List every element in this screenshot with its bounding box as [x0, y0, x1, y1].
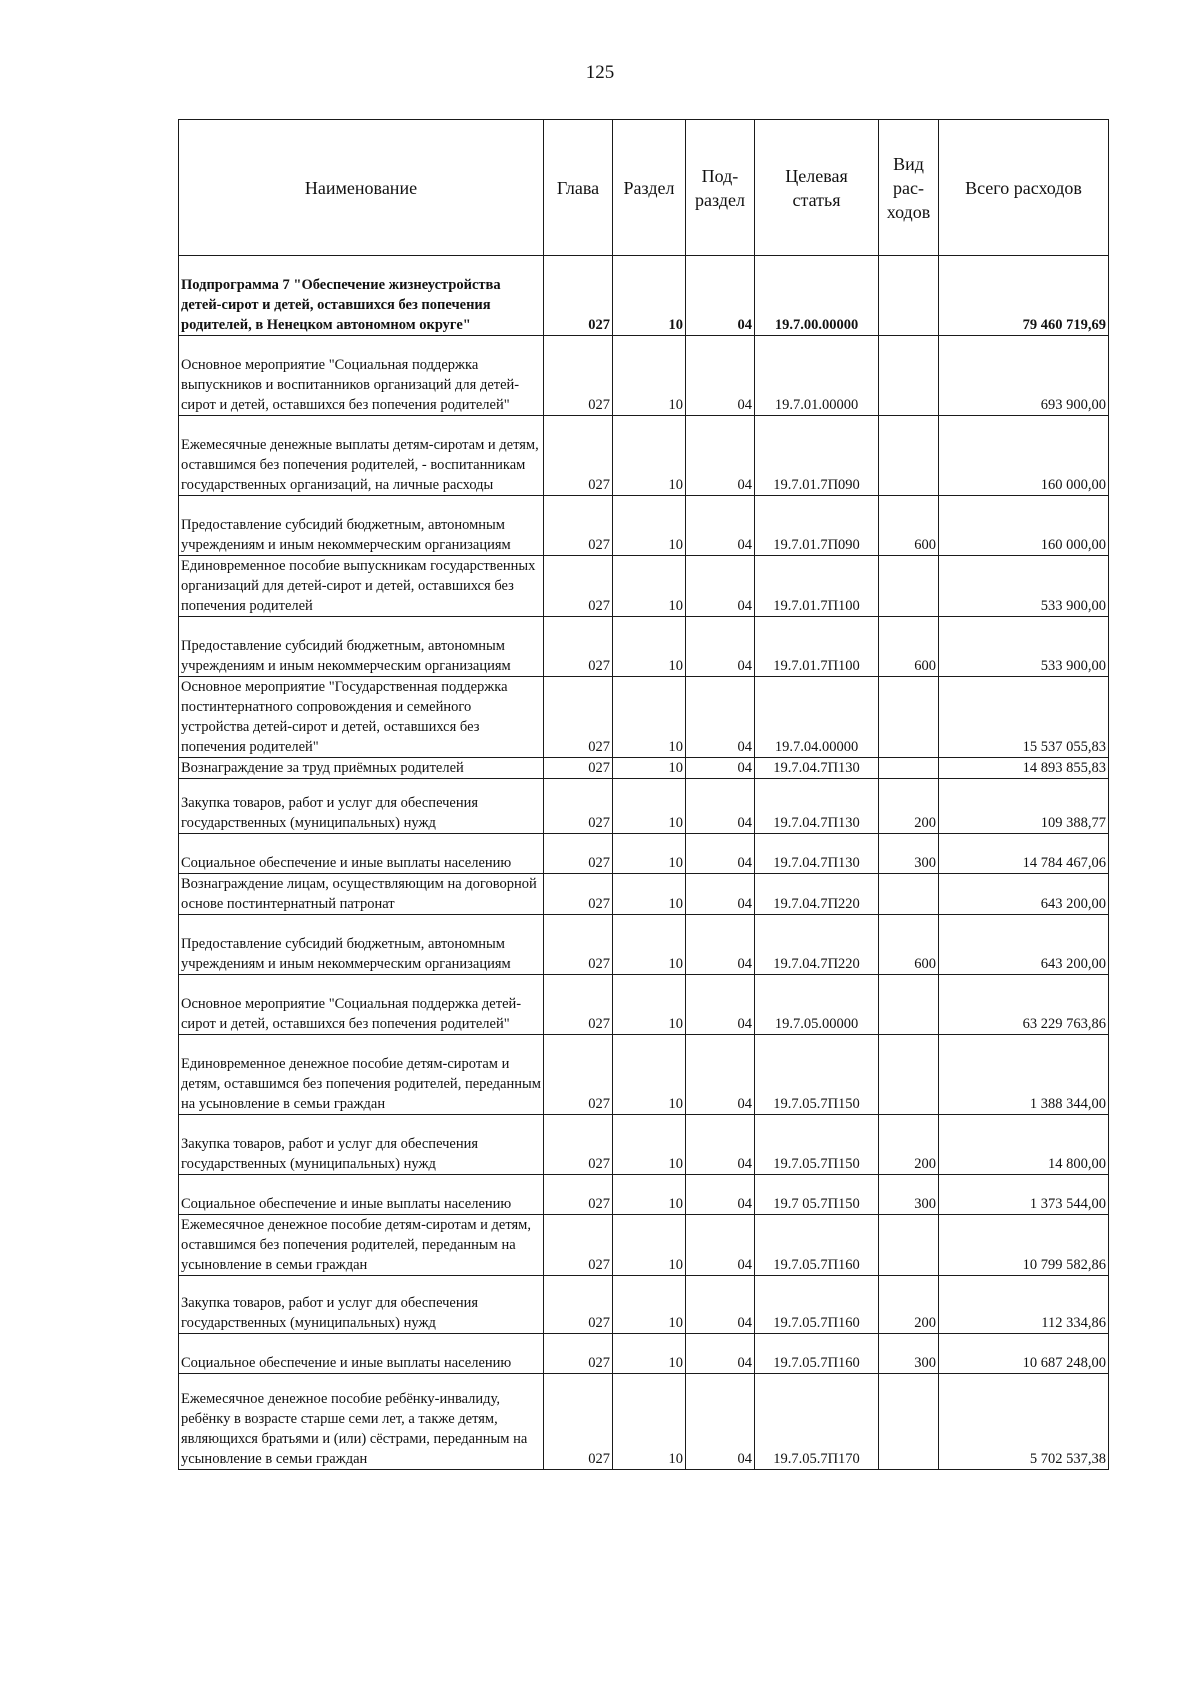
cell-celevaya: 19.7 05.7П150 — [755, 1175, 879, 1215]
cell-razdel: 10 — [613, 834, 686, 874]
cell-vid — [879, 556, 939, 617]
cell-vid: 300 — [879, 834, 939, 874]
table-row — [179, 256, 1109, 336]
cell-name: Основное мероприятие "Социальная поддержка выпускников и воспитанников организаций для детей-сирот и детей, оставшихся без попечения родителей" — [179, 336, 544, 416]
cell-vid: 600 — [879, 915, 939, 975]
cell-name: Единовременное пособие выпускникам государственных организаций для детей-сирот и детей, оставшихся без попечения родителей — [179, 556, 544, 617]
cell-glava: 027 — [544, 617, 613, 677]
cell-glava: 027 — [544, 1374, 613, 1470]
cell-podrazdel: 04 — [686, 556, 755, 617]
cell-celevaya: 19.7.05.7П160 — [755, 1276, 879, 1334]
cell-glava: 027 — [544, 556, 613, 617]
cell-podrazdel: 04 — [686, 256, 755, 336]
cell-celevaya: 19.7.04.7П220 — [755, 874, 879, 915]
cell-celevaya: 19.7.01.00000 — [755, 336, 879, 416]
cell-vid: 300 — [879, 1175, 939, 1215]
header-vid: Вид рас- ходов — [879, 120, 939, 256]
cell-name: Предоставление субсидий бюджетным, автономным учреждениям и иным некоммерческим организациям — [179, 617, 544, 677]
cell-razdel: 10 — [613, 1035, 686, 1115]
cell-total: 14 893 855,83 — [939, 758, 1109, 779]
cell-vid — [879, 975, 939, 1035]
cell-name: Единовременное денежное пособие детям-сиротам и детям, оставшимся без попечения родителей, переданным на усыновление в семьи граждан — [179, 1035, 544, 1115]
cell-glava: 027 — [544, 336, 613, 416]
table-row — [179, 975, 1109, 1035]
table-row — [179, 416, 1109, 496]
cell-name: Основное мероприятие "Социальная поддержка детей-сирот и детей, оставшихся без попечения родителей" — [179, 975, 544, 1035]
cell-podrazdel: 04 — [686, 915, 755, 975]
cell-name: Предоставление субсидий бюджетным, автономным учреждениям и иным некоммерческим организациям — [179, 496, 544, 556]
cell-podrazdel: 04 — [686, 496, 755, 556]
cell-total: 1 373 544,00 — [939, 1175, 1109, 1215]
cell-podrazdel: 04 — [686, 416, 755, 496]
cell-razdel: 10 — [613, 617, 686, 677]
cell-total: 109 388,77 — [939, 779, 1109, 834]
cell-razdel: 10 — [613, 1334, 686, 1374]
header-total: Всего расходов — [939, 120, 1109, 256]
cell-vid — [879, 874, 939, 915]
cell-name: Подпрограмма 7 "Обеспечение жизнеустройства детей-сирот и детей, оставшихся без попечения родителей, в Ненецком автономном округе" — [179, 256, 544, 336]
cell-podrazdel: 04 — [686, 1035, 755, 1115]
cell-glava: 027 — [544, 1175, 613, 1215]
cell-vid: 200 — [879, 1115, 939, 1175]
cell-glava: 027 — [544, 1035, 613, 1115]
cell-celevaya: 19.7.05.00000 — [755, 975, 879, 1035]
cell-name: Закупка товаров, работ и услуг для обеспечения государственных (муниципальных) нужд — [179, 1115, 544, 1175]
cell-celevaya: 19.7.04.7П130 — [755, 758, 879, 779]
table-row — [179, 834, 1109, 874]
cell-glava: 027 — [544, 975, 613, 1035]
cell-razdel: 10 — [613, 915, 686, 975]
cell-vid — [879, 336, 939, 416]
cell-name: Социальное обеспечение и иные выплаты населению — [179, 1175, 544, 1215]
cell-total: 1 388 344,00 — [939, 1035, 1109, 1115]
cell-name: Предоставление субсидий бюджетным, автономным учреждениям и иным некоммерческим организациям — [179, 915, 544, 975]
cell-podrazdel: 04 — [686, 1215, 755, 1276]
cell-razdel: 10 — [613, 1276, 686, 1334]
cell-glava: 027 — [544, 1215, 613, 1276]
cell-total: 10 687 248,00 — [939, 1334, 1109, 1374]
table-row — [179, 1175, 1109, 1215]
cell-glava: 027 — [544, 256, 613, 336]
cell-glava: 027 — [544, 915, 613, 975]
cell-razdel: 10 — [613, 677, 686, 758]
table-row — [179, 1276, 1109, 1334]
table-row — [179, 1334, 1109, 1374]
cell-name: Основное мероприятие "Государственная поддержка постинтернатного сопровождения и семейного устройства детей-сирот и детей, оставшихся без попечения родителей" — [179, 677, 544, 758]
cell-razdel: 10 — [613, 1115, 686, 1175]
table-row — [179, 779, 1109, 834]
cell-razdel: 10 — [613, 779, 686, 834]
table-row — [179, 915, 1109, 975]
cell-total: 643 200,00 — [939, 915, 1109, 975]
header-name: Наименование — [179, 120, 544, 256]
cell-total: 160 000,00 — [939, 496, 1109, 556]
cell-razdel: 10 — [613, 874, 686, 915]
cell-glava: 027 — [544, 834, 613, 874]
cell-vid — [879, 1374, 939, 1470]
cell-podrazdel: 04 — [686, 874, 755, 915]
cell-podrazdel: 04 — [686, 1374, 755, 1470]
cell-razdel: 10 — [613, 256, 686, 336]
cell-name: Ежемесячное денежное пособие детям-сиротам и детям, оставшимся без попечения родителей, переданным на усыновление в семьи граждан — [179, 1215, 544, 1276]
table-row — [179, 758, 1109, 779]
cell-razdel: 10 — [613, 416, 686, 496]
cell-vid — [879, 1035, 939, 1115]
table-row — [179, 496, 1109, 556]
table-row — [179, 556, 1109, 617]
cell-glava: 027 — [544, 779, 613, 834]
cell-total: 112 334,86 — [939, 1276, 1109, 1334]
cell-podrazdel: 04 — [686, 1115, 755, 1175]
table-row — [179, 1035, 1109, 1115]
cell-glava: 027 — [544, 677, 613, 758]
cell-podrazdel: 04 — [686, 758, 755, 779]
cell-total: 79 460 719,69 — [939, 256, 1109, 336]
table-row — [179, 1215, 1109, 1276]
cell-celevaya: 19.7.01.7П100 — [755, 556, 879, 617]
cell-total: 14 800,00 — [939, 1115, 1109, 1175]
cell-vid: 300 — [879, 1334, 939, 1374]
cell-name: Вознаграждение за труд приёмных родителей — [179, 758, 544, 779]
cell-name: Социальное обеспечение и иные выплаты населению — [179, 834, 544, 874]
cell-name: Закупка товаров, работ и услуг для обеспечения государственных (муниципальных) нужд — [179, 1276, 544, 1334]
header-podrazdel: Под- раздел — [686, 120, 755, 256]
table-row — [179, 1374, 1109, 1470]
cell-podrazdel: 04 — [686, 1175, 755, 1215]
table-row — [179, 677, 1109, 758]
cell-razdel: 10 — [613, 1374, 686, 1470]
cell-podrazdel: 04 — [686, 336, 755, 416]
cell-name: Ежемесячное денежное пособие ребёнку-инвалиду, ребёнку в возрасте старше семи лет, а также детям, являющихся братьями и (или) сёстрами, переданным на усыновление в семьи граждан — [179, 1374, 544, 1470]
cell-celevaya: 19.7.05.7П160 — [755, 1334, 879, 1374]
cell-glava: 027 — [544, 416, 613, 496]
table-row — [179, 874, 1109, 915]
table-row — [179, 1115, 1109, 1175]
cell-celevaya: 19.7.05.7П150 — [755, 1115, 879, 1175]
cell-name: Закупка товаров, работ и услуг для обеспечения государственных (муниципальных) нужд — [179, 779, 544, 834]
cell-celevaya: 19.7.05.7П150 — [755, 1035, 879, 1115]
cell-celevaya: 19.7.04.7П130 — [755, 834, 879, 874]
page-number: 125 — [585, 62, 615, 83]
cell-total: 643 200,00 — [939, 874, 1109, 915]
cell-celevaya: 19.7.05.7П160 — [755, 1215, 879, 1276]
cell-celevaya: 19.7.04.7П130 — [755, 779, 879, 834]
cell-razdel: 10 — [613, 975, 686, 1035]
cell-total: 15 537 055,83 — [939, 677, 1109, 758]
cell-podrazdel: 04 — [686, 779, 755, 834]
cell-total: 5 702 537,38 — [939, 1374, 1109, 1470]
cell-total: 693 900,00 — [939, 336, 1109, 416]
cell-celevaya: 19.7.01.7П090 — [755, 496, 879, 556]
cell-total: 63 229 763,86 — [939, 975, 1109, 1035]
cell-name: Социальное обеспечение и иные выплаты населению — [179, 1334, 544, 1374]
cell-vid — [879, 416, 939, 496]
header-celevaya: Целевая статья — [755, 120, 879, 256]
header-row — [179, 120, 1109, 256]
budget-table — [178, 119, 1109, 1470]
cell-razdel: 10 — [613, 1175, 686, 1215]
cell-vid: 600 — [879, 617, 939, 677]
cell-podrazdel: 04 — [686, 1276, 755, 1334]
cell-podrazdel: 04 — [686, 677, 755, 758]
cell-celevaya: 19.7.01.7П090 — [755, 416, 879, 496]
cell-glava: 027 — [544, 496, 613, 556]
cell-razdel: 10 — [613, 556, 686, 617]
cell-celevaya: 19.7.05.7П170 — [755, 1374, 879, 1470]
cell-name: Ежемесячные денежные выплаты детям-сиротам и детям, оставшимся без попечения родителей, - воспитанникам государственных организаций, на личные расходы — [179, 416, 544, 496]
cell-total: 14 784 467,06 — [939, 834, 1109, 874]
header-razdel: Раздел — [613, 120, 686, 256]
cell-celevaya: 19.7.04.7П220 — [755, 915, 879, 975]
cell-vid — [879, 677, 939, 758]
cell-razdel: 10 — [613, 496, 686, 556]
cell-vid — [879, 1215, 939, 1276]
table-row — [179, 617, 1109, 677]
table-row — [179, 336, 1109, 416]
cell-podrazdel: 04 — [686, 975, 755, 1035]
cell-razdel: 10 — [613, 758, 686, 779]
cell-razdel: 10 — [613, 1215, 686, 1276]
cell-celevaya: 19.7.00.00000 — [755, 256, 879, 336]
cell-glava: 027 — [544, 1115, 613, 1175]
cell-glava: 027 — [544, 1276, 613, 1334]
cell-celevaya: 19.7.01.7П100 — [755, 617, 879, 677]
cell-vid: 600 — [879, 496, 939, 556]
cell-vid: 200 — [879, 1276, 939, 1334]
cell-total: 10 799 582,86 — [939, 1215, 1109, 1276]
cell-total: 533 900,00 — [939, 556, 1109, 617]
cell-razdel: 10 — [613, 336, 686, 416]
cell-glava: 027 — [544, 1334, 613, 1374]
cell-celevaya: 19.7.04.00000 — [755, 677, 879, 758]
cell-podrazdel: 04 — [686, 834, 755, 874]
cell-podrazdel: 04 — [686, 1334, 755, 1374]
cell-glava: 027 — [544, 874, 613, 915]
cell-vid — [879, 256, 939, 336]
header-glava: Глава — [544, 120, 613, 256]
cell-vid: 200 — [879, 779, 939, 834]
cell-glava: 027 — [544, 758, 613, 779]
cell-total: 160 000,00 — [939, 416, 1109, 496]
cell-podrazdel: 04 — [686, 617, 755, 677]
cell-vid — [879, 758, 939, 779]
cell-total: 533 900,00 — [939, 617, 1109, 677]
cell-name: Вознаграждение лицам, осуществляющим на договорной основе постинтернатный патронат — [179, 874, 544, 915]
